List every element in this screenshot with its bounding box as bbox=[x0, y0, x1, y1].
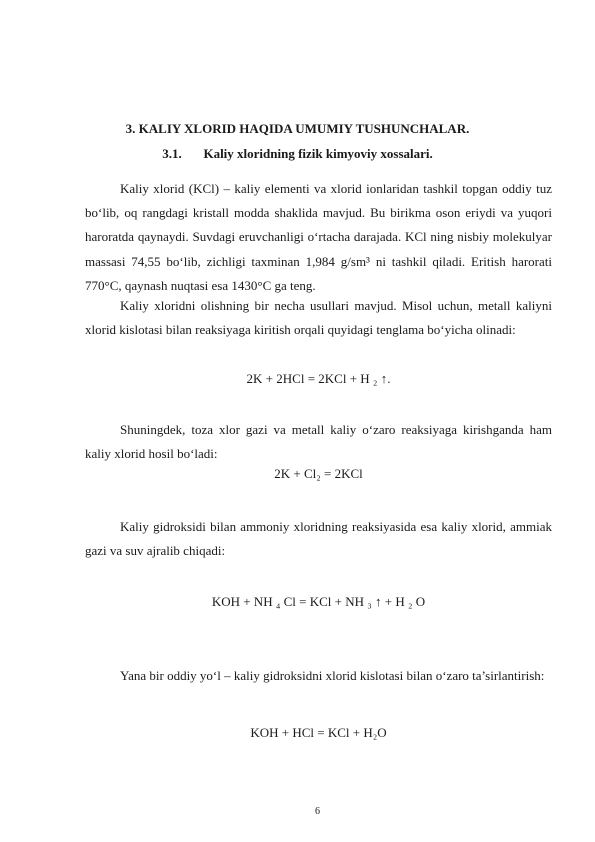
equation-3: KOH + NH ₄ Cl = KCl + NH ₃ ↑ + H ₂ O bbox=[211, 594, 426, 609]
page-number: 6 bbox=[315, 806, 320, 817]
paragraph-properties bbox=[85, 177, 552, 298]
paragraph-hydroxide bbox=[85, 664, 552, 688]
equation-2: 2K + Cl₂ = 2KCl bbox=[274, 466, 363, 481]
paragraph-text: Kaliy xlorid (KCl) – kaliy elementi va xlorid ionlaridan tashkil topgan oddiy tuz bo‘lib, oq rangdagi kristall modda shaklida mavjud. Bu birikma oson eriydi va yuqori haroratda qaynaydi. Suvdagi eruvchanligi o‘rtacha darajada. KCl ning nisbiy molekulyar massasi 74,55 bo‘lib, zichligi taxminan 1,984 g/sm³ ni tashkil qiladi. Eritish harorati 770°C, qaynash nuqtasi esa 1430°C ga teng. bbox=[85, 181, 552, 293]
paragraph-text: Shuningdek, toza xlor gazi va metall kaliy o‘zaro reaksiyaga kirishganda ham kaliy xlorid hosil bo‘ladi: bbox=[85, 422, 552, 462]
equation-4: KOH + HCl = KCl + H₂O bbox=[250, 725, 387, 740]
paragraph-text: Kaliy xloridni olishning bir necha usullari mavjud. Misol uchun, metall kaliyni xlorid kislotasi bilan reaksiyaga kiritish orqali quyidagi tenglama bo‘yicha olinadi: bbox=[85, 298, 552, 338]
equation-1: 2K + 2HCl = 2KCl + H ₂ ↑. bbox=[246, 371, 391, 386]
paragraph-text: Kaliy gidroksidi bilan ammoniy xloridning reaksiyasida esa kaliy xlorid, ammiak gazi va suv ajralib chiqadi: bbox=[85, 519, 552, 559]
paragraph-ammonium bbox=[85, 515, 552, 563]
paragraph-text: Yana bir oddiy yo‘l – kaliy gidroksidni xlorid kislotasi bilan o‘zaro ta’sirlantirish: bbox=[120, 668, 545, 683]
paragraph-chlorine bbox=[85, 418, 552, 466]
subsection-title: Kaliy xloridning fizik kimyoviy xossalari. bbox=[203, 146, 433, 161]
section-heading: 3. KALIY XLORID HAQIDA UMUMIY TUSHUNCHALAR. bbox=[125, 121, 470, 136]
paragraph-methods bbox=[85, 294, 552, 342]
subsection-heading bbox=[0, 146, 595, 162]
subsection-number: 3.1. bbox=[162, 146, 182, 161]
